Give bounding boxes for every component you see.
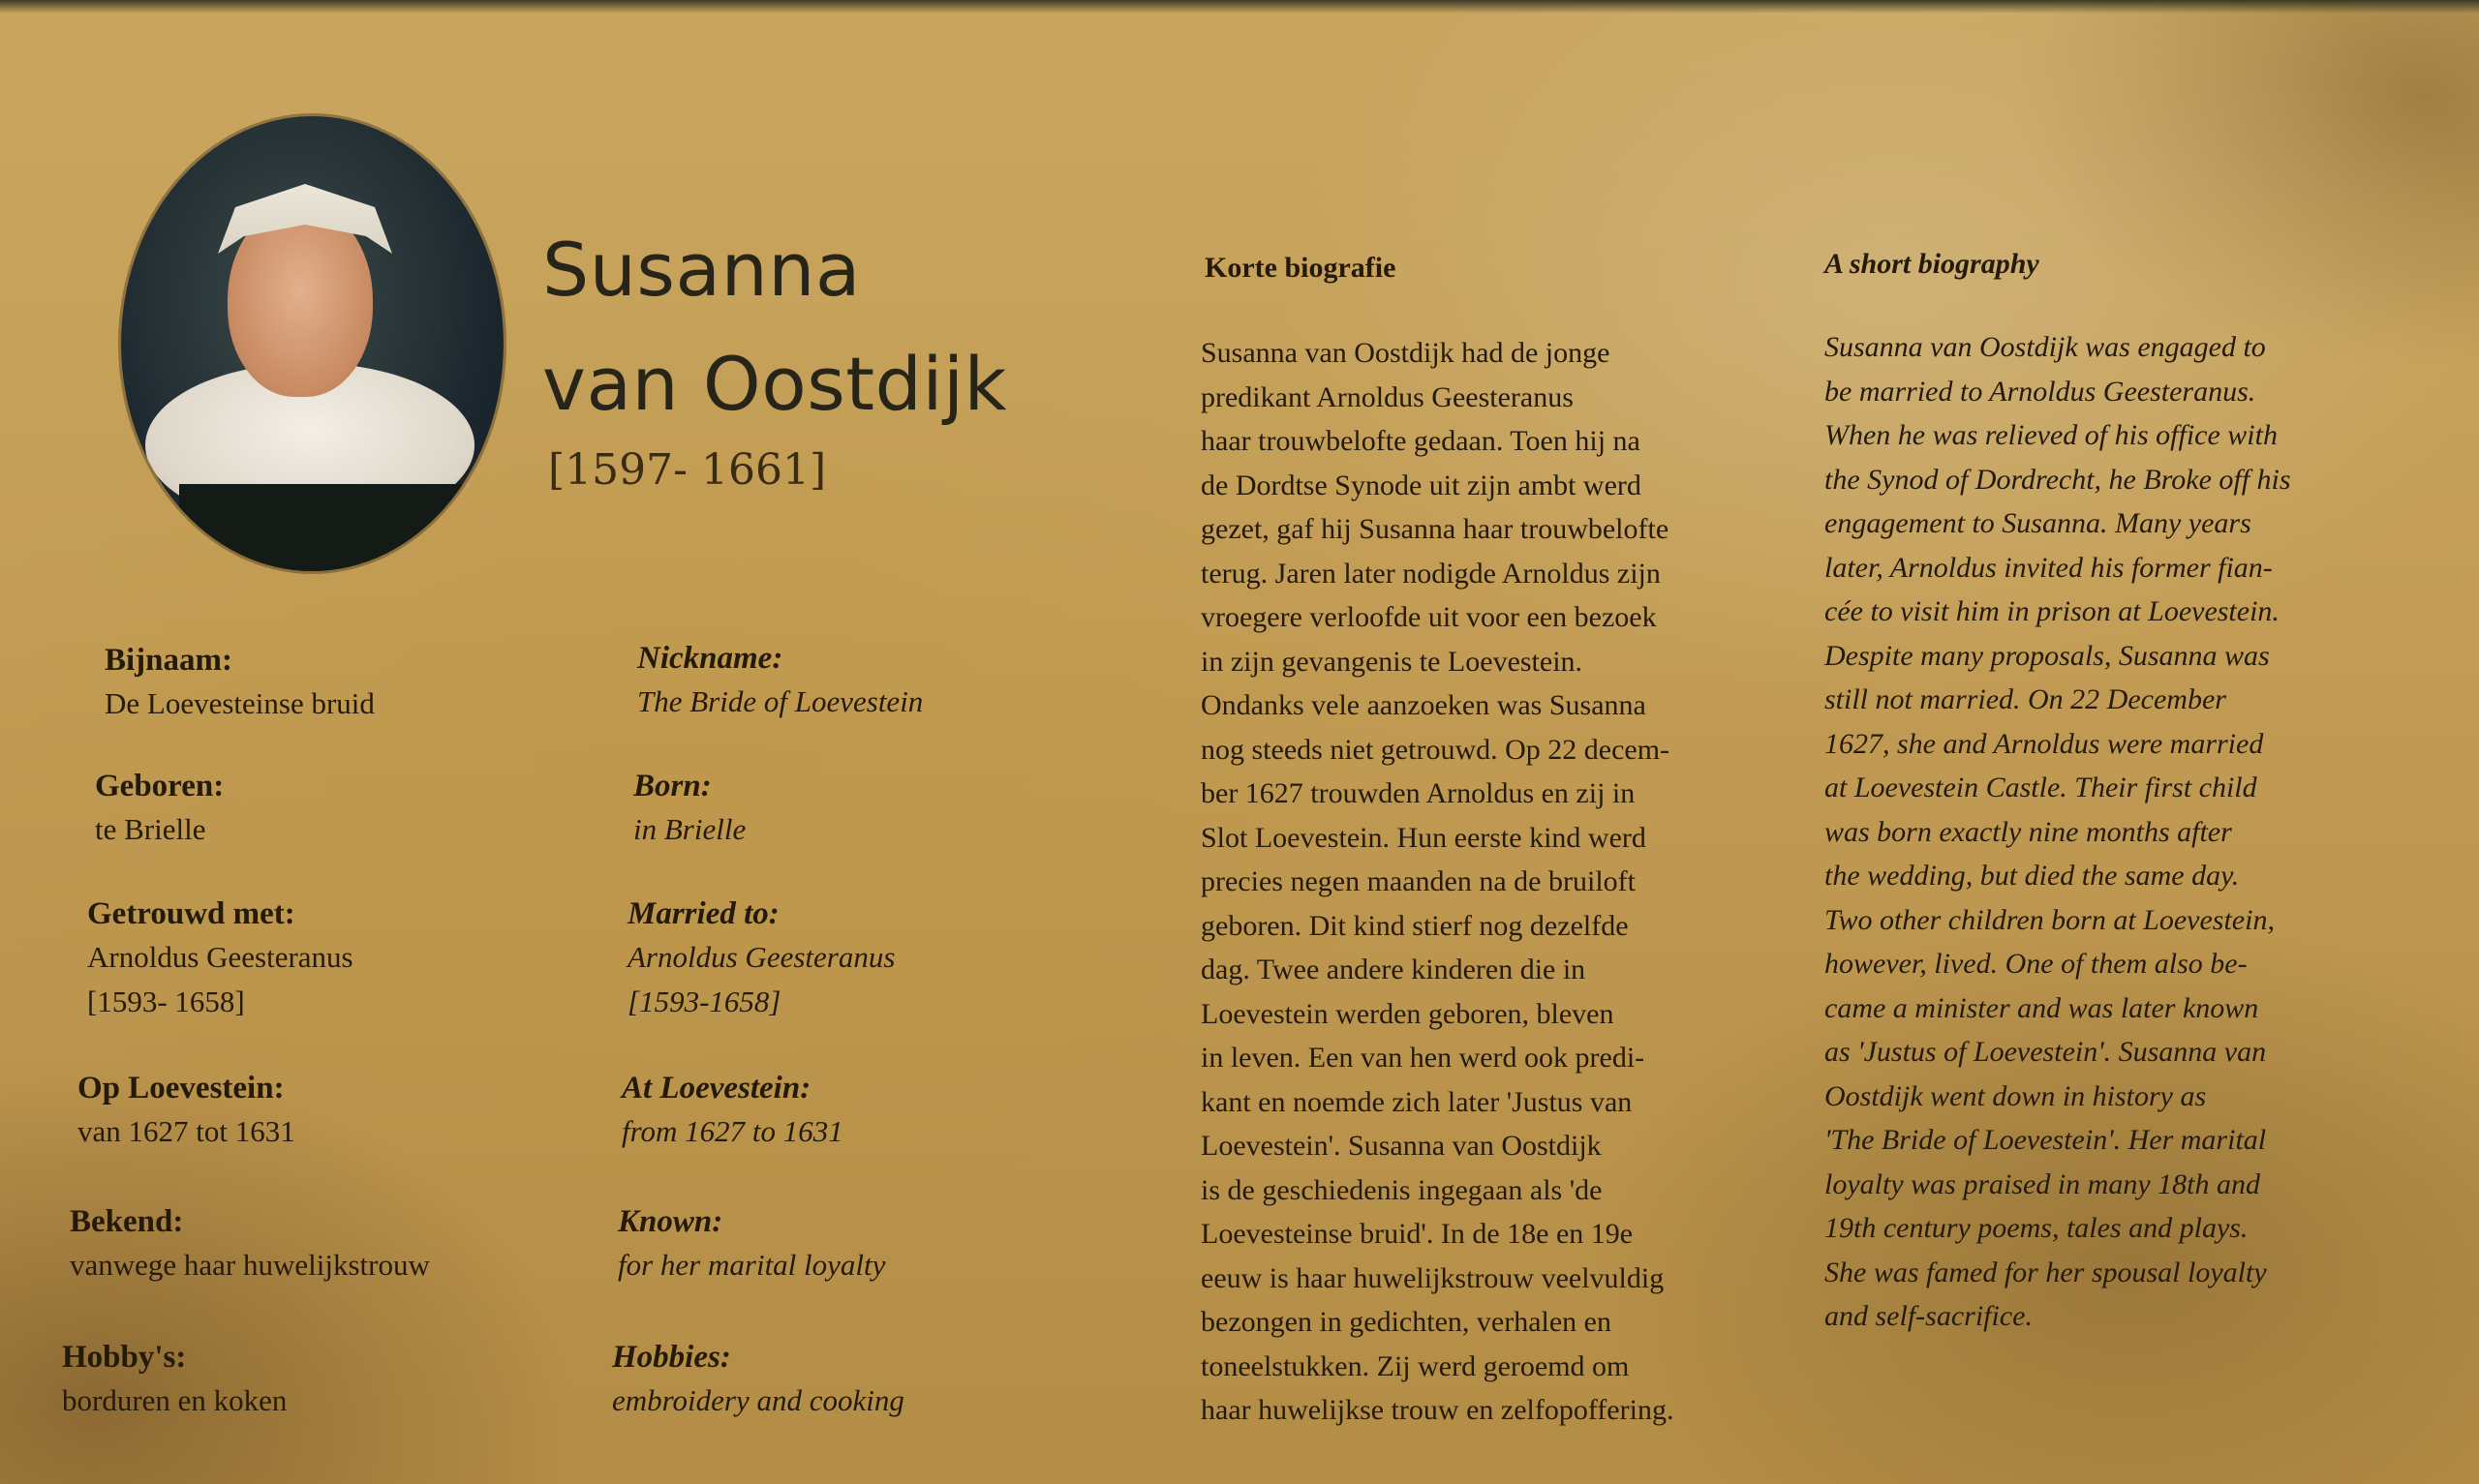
bio-line: in leven. Een van hen werd ook predi- [1201, 1042, 1645, 1074]
bio-line: When he was relieved of his office with [1824, 419, 2278, 451]
fact-nickname-nl [105, 639, 375, 726]
fact-value: borduren en koken [62, 1383, 288, 1417]
bio-line: She was famed for her spousal loyalty [1824, 1256, 2267, 1288]
fact-value: De Loevesteinse bruid [105, 686, 375, 720]
bio-line: came a minister and was later known [1824, 991, 2259, 1024]
fact-value-dates: [1593-1658] [627, 984, 781, 1018]
bio-line: Loevestein werden geboren, bleven [1201, 997, 1614, 1030]
bio-line: and self-sacrifice. [1824, 1300, 2033, 1332]
fact-at-loevestein-en [622, 1067, 843, 1154]
bio-line: in zijn gevangenis te Loevestein. [1201, 645, 1583, 678]
life-dates: [1597- 1661] [548, 445, 827, 495]
bio-line: 19th century poems, tales and plays. [1824, 1212, 2249, 1244]
bio-heading-dutch: Korte biografie [1205, 252, 1396, 284]
fact-label: Married to: [627, 896, 780, 931]
fact-married-nl [87, 893, 353, 1024]
fact-born-nl [95, 765, 224, 852]
fact-value: from 1627 to 1631 [622, 1114, 843, 1148]
bio-line: Susanna van Oostdijk had de jonge [1201, 337, 1610, 369]
fact-value: Arnoldus Geesteranus [627, 940, 896, 974]
bio-line: the wedding, but died the same day. [1824, 860, 2240, 892]
fact-known-nl [70, 1200, 430, 1287]
bio-line: bezongen in gedichten, verhalen en [1201, 1306, 1611, 1338]
bio-text-dutch [1201, 331, 1673, 1433]
bio-line: predikant Arnoldus Geesteranus [1201, 380, 1574, 413]
fact-label: Nickname: [637, 641, 783, 676]
fact-value: Arnoldus Geesteranus [87, 940, 353, 974]
bio-heading-english: A short biography [1824, 248, 2039, 280]
fact-born-en [633, 765, 746, 852]
fact-label: Hobbies: [612, 1340, 731, 1375]
fact-known-en [618, 1200, 885, 1287]
fact-value: The Bride of Loevestein [637, 684, 924, 718]
title-first-name: Susanna [542, 227, 861, 313]
bio-line: is de geschiedenis ingegaan als 'de [1201, 1173, 1603, 1206]
fact-value: for her marital loyalty [618, 1248, 886, 1282]
portrait-dress [179, 484, 470, 571]
fact-value: van 1627 tot 1631 [77, 1114, 295, 1148]
portrait-painting [121, 116, 504, 571]
fact-label: Getrouwd met: [87, 896, 295, 931]
bio-line: nog steeds niet getrouwd. Op 22 decem- [1201, 733, 1670, 766]
bio-line: 1627, she and Arnoldus were married [1824, 727, 2264, 760]
bio-line: 'The Bride of Loevestein'. Her marital [1824, 1124, 2267, 1156]
bio-line: cée to visit him in prison at Loevestein. [1824, 595, 2280, 627]
fact-married-en [627, 893, 895, 1024]
bio-line: Slot Loevestein. Hun eerste kind werd [1201, 821, 1646, 854]
fact-label: At Loevestein: [622, 1071, 811, 1105]
fact-value-dates: [1593- 1658] [87, 984, 245, 1018]
bio-line: still not married. On 22 December [1824, 683, 2226, 715]
bio-line: engagement to Susanna. Many years [1824, 507, 2251, 539]
bio-line: was born exactly nine months after [1824, 815, 2232, 848]
bio-line: at Loevestein Castle. Their first child [1824, 772, 2257, 803]
fact-label: Known: [618, 1204, 723, 1239]
fact-value: in Brielle [633, 812, 747, 846]
bio-line: gezet, gaf hij Susanna haar trouwbelofte [1201, 513, 1669, 545]
bio-line: dag. Twee andere kinderen die in [1201, 954, 1586, 985]
bio-line: be married to Arnoldus Geesteranus. [1824, 375, 2256, 408]
fact-value: vanwege haar huwelijkstrouw [70, 1248, 430, 1282]
fact-value: te Brielle [95, 812, 206, 846]
bio-line: Loevesteinse bruid'. In de 18e en 19e [1201, 1218, 1634, 1250]
bio-line: ber 1627 trouwden Arnoldus en zij in [1201, 777, 1636, 809]
bio-line: haar huwelijkse trouw en zelfopoffering. [1201, 1394, 1674, 1426]
bio-line: the Synod of Dordrecht, he Broke off his [1824, 463, 2291, 496]
fact-label: Geboren: [95, 769, 225, 803]
fact-hobbies-nl [62, 1336, 287, 1423]
fact-nickname-en [637, 637, 923, 724]
fact-label: Bekend: [70, 1204, 184, 1239]
bio-line: loyalty was praised in many 18th and [1824, 1167, 2260, 1200]
bio-line: geboren. Dit kind stierf nog dezelfde [1201, 909, 1629, 942]
bio-text-english [1824, 325, 2291, 1339]
page-title [542, 213, 1162, 441]
bio-line: Loevestein'. Susanna van Oostdijk [1201, 1130, 1602, 1162]
bio-line: later, Arnoldus invited his former fian- [1824, 551, 2273, 584]
bio-line: de Dordtse Synode uit zijn ambt werd [1201, 469, 1641, 501]
fact-value: embroidery and cooking [612, 1383, 904, 1417]
bio-line: Ondanks vele aanzoeken was Susanna [1201, 689, 1646, 721]
bio-line: terug. Jaren later nodigde Arnoldus zijn [1201, 557, 1661, 590]
bio-line: kant en noemde zich later 'Justus van [1201, 1085, 1633, 1118]
bio-line: as 'Justus of Loevestein'. Susanna van [1824, 1036, 2267, 1068]
fact-label: Bijnaam: [105, 643, 232, 678]
fact-label: Op Loevestein: [77, 1071, 285, 1105]
bio-line: Two other children born at Loevestein, [1824, 903, 2275, 936]
bio-line: toneelstukken. Zij werd geroemd om [1201, 1349, 1630, 1382]
bio-line: Oostdijk went down in history as [1824, 1079, 2207, 1112]
bio-line: vroegere verloofde uit voor een bezoek [1201, 601, 1657, 633]
bio-line: Susanna van Oostdijk was engaged to [1824, 331, 2266, 363]
fact-label: Hobby's: [62, 1340, 187, 1375]
fact-hobbies-en [612, 1336, 904, 1423]
bio-line: precies negen maanden na de bruiloft [1201, 865, 1636, 897]
bio-line: Despite many proposals, Susanna was [1824, 639, 2270, 672]
fact-at-loevestein-nl [77, 1067, 295, 1154]
fact-label: Born: [633, 769, 712, 803]
bio-line: haar trouwbelofte gedaan. Toen hij na [1201, 425, 1640, 457]
plaque-top-edge [0, 0, 2479, 14]
bio-line: eeuw is haar huwelijkstrouw veelvuldig [1201, 1261, 1665, 1294]
title-last-name: van Oostdijk [542, 341, 1008, 427]
bio-line: however, lived. One of them also be- [1824, 948, 2248, 980]
